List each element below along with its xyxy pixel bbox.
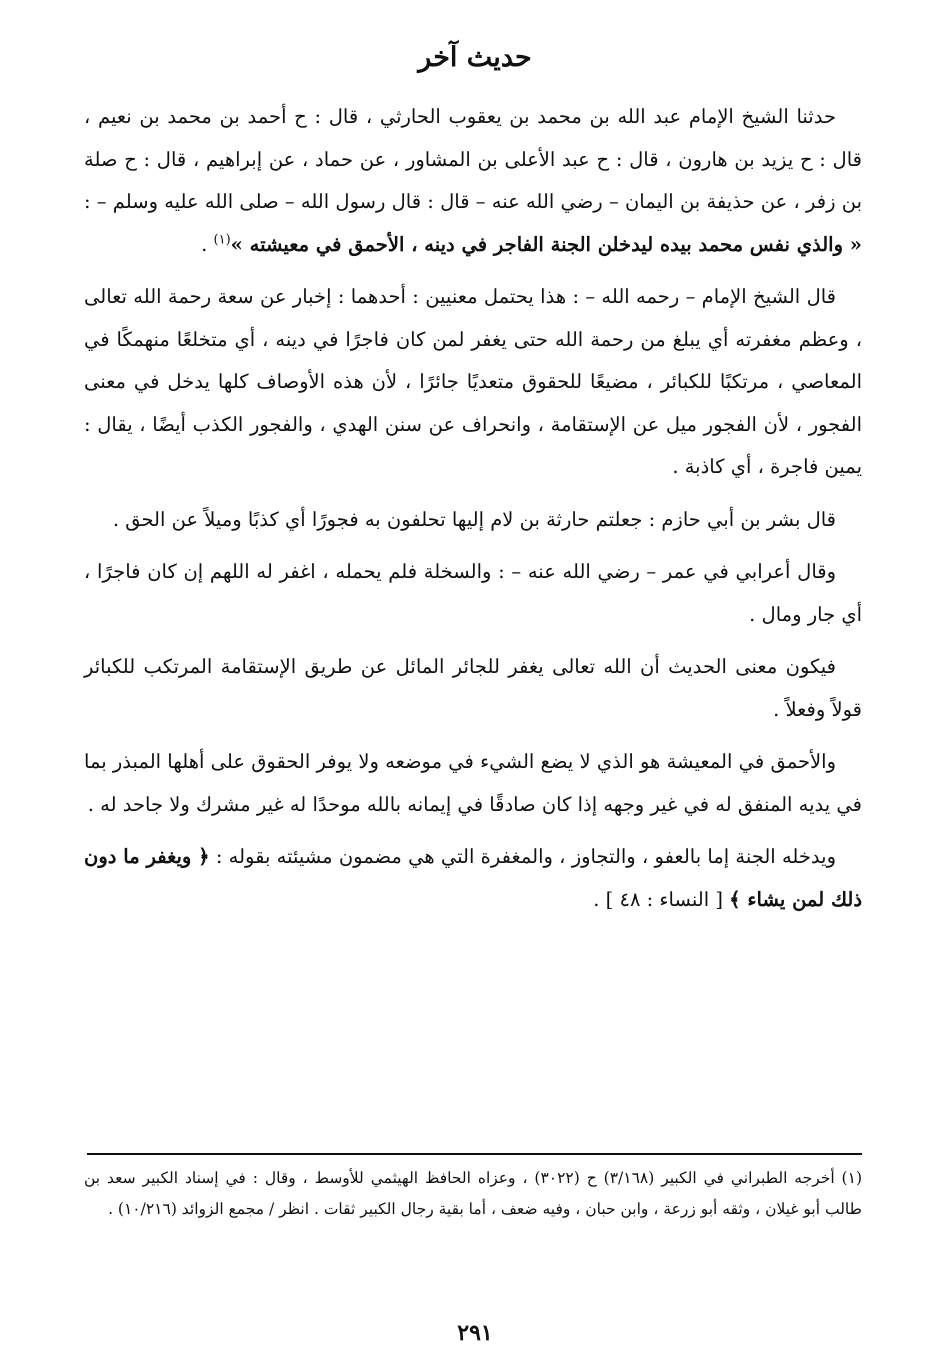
isnad-text: حدثنا الشيخ الإمام عبد الله بن محمد بن يعقوب الحارثي ، قال : ح أحمد بن محمد بن نعيم ، قال : ح يزيد بن هارون ، قال : ح عبد الأعلى بن المشاور ، عن حماد ، عن إبراهيم ، قال : ح صلة بن زفر ، عن حذيفة بن اليمان – رضي الله عنه – قال : قال رسول الله – صلى الله عليه وسلم – : [84, 105, 862, 213]
page-number: ٢٩١ [457, 1320, 493, 1346]
paragraph-poetry-citation: قال بشر بن أبي حازم : جعلتم حارثة بن لام إليها تحلفون به فجورًا أي كذبًا وميلاً عن الحق . [112, 507, 836, 531]
paragraph-commentary: قال الشيخ الإمام – رحمه الله – : هذا يحتمل معنيين : أحدهما : إخبار عن سعة رحمة الله تعالى ، وعظم مغفرته أي يبلغ من رحمة الله حتى يغفر لمن كان فاجرًا في دينه ، أي متخلعًا منهمكًا في المعاصي ، مرتكبًا للكبائر ، مضيعًا للحقوق متعديًا جائرًا ، لأن هذه الأوصاف كلها يدخل في معنى الفجور ، لأن الفجور ميل عن الإستقامة ، وانحراف عن سنن الهدي ، والفجور الكذب أيضًا ، يقال : يمين فاجرة ، أي كاذبة . [84, 285, 862, 478]
footnote-divider [87, 1153, 862, 1155]
chapter-title: حديث آخر [418, 42, 532, 73]
verse-reference: [ النساء : ٤٨ ] . [593, 887, 730, 911]
paragraph-end: . [201, 232, 214, 256]
paragraph-text: ويدخله الجنة إما بالعفو ، والتجاوز ، والمغفرة التي هي مضمون مشيئته بقوله : [209, 845, 836, 868]
footnotes-section [84, 1163, 862, 1225]
paragraph-bedouin-saying: وقال أعرابي في عمر – رضي الله عنه – : والسخلة فلم يحمله ، اغفر له اللهم إن كان فاجرًا ، أي جار ومال . [84, 560, 862, 626]
paragraph-quran-citation [84, 836, 862, 921]
paragraph-meaning: فيكون معنى الحديث أن الله تعالى يغفر للجائر المائل عن طريق الإستقامة المرتكب للكبائر قولاً وفعلاً . [84, 655, 862, 721]
footnote-1: (١) أخرجه الطبراني في الكبير (٣/١٦٨) ح (٣٠٢٢) ، وعزاه الحافظ الهيثمي للأوسط ، وقال : في إسناد الكبير سعد بن طالب أبو غيلان ، وثقه أبو زرعة ، وابن حبان ، وفيه ضعف ، أما بقية رجال الكبير ثقات . انظر / مجمع الزوائد (١٠/٢١٦) . [84, 1169, 862, 1218]
paragraph-hadith [84, 96, 862, 266]
footnote-marker[interactable]: (١) [213, 232, 231, 247]
hadith-matn: « والذي نفس محمد بيده ليدخلن الجنة الفاجر في دينه ، الأحمق في معيشته » [230, 232, 862, 256]
paragraph-fool-definition: والأحمق في المعيشة هو الذي لا يضع الشيء في موضعه ولا يوفر الحقوق على أهلها المبذر بما في يديه المنفق له في غير وجهه إذا كان صادقًا في إيمانه بالله موحدًا له غير مشرك ولا جاحد له . [84, 750, 862, 816]
quran-verse: ﴿ ويغفر ما دون ذلك لمن يشاء ﴾ [84, 845, 862, 911]
main-text [84, 96, 862, 931]
